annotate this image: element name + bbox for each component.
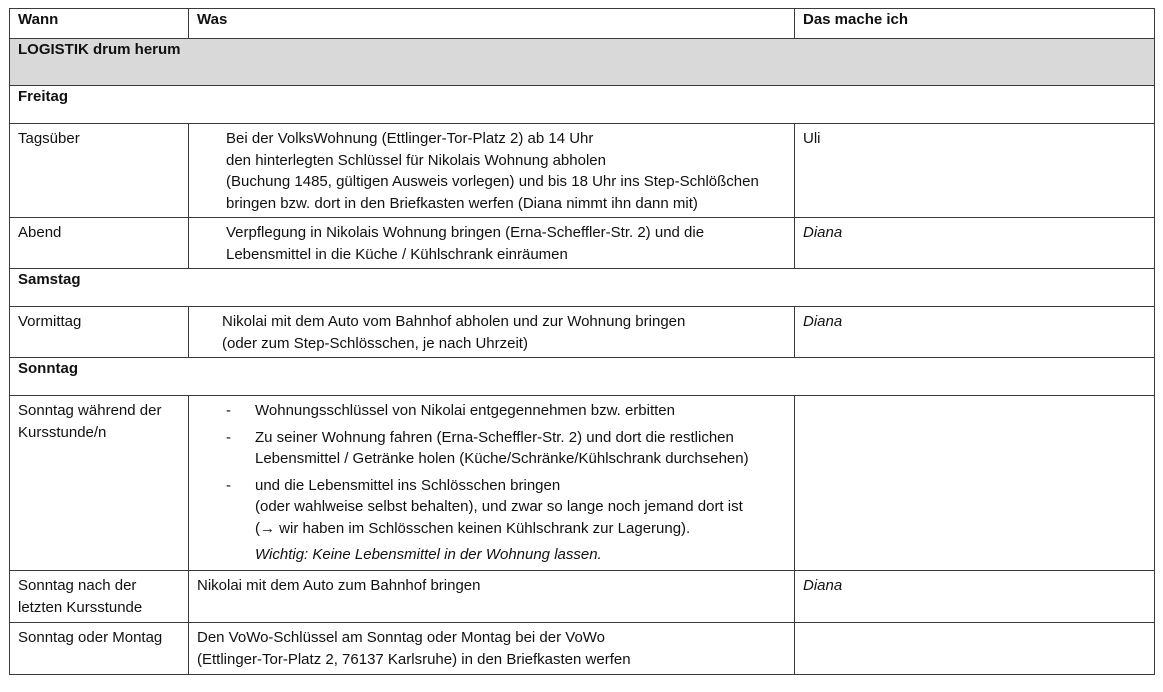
was-line: (oder zum Step-Schlösschen, je nach Uhrzeit) — [222, 334, 528, 352]
table-row — [10, 218, 1155, 269]
was-line: Bei der VolksWohnung (Ettlinger-Tor-Platz 2) ab 14 Uhr — [226, 130, 594, 147]
wer-cell — [795, 124, 1155, 218]
was-cell — [189, 124, 795, 218]
wann-cell — [10, 623, 189, 675]
was-line: (Ettlinger-Tor-Platz 2, 76137 Karlsruhe) in den Briefkasten werfen — [197, 650, 631, 668]
was-cell — [189, 396, 795, 571]
was-text — [189, 571, 794, 597]
was-line: den hinterlegten Schlüssel für Nikolais Wohnung abholen — [226, 151, 606, 169]
was-cell — [189, 623, 795, 675]
wann-cell — [10, 396, 189, 571]
table-row — [10, 124, 1155, 218]
wer-text: Diana — [803, 577, 843, 594]
day-title-freitag: Freitag — [18, 88, 69, 105]
was-text — [189, 307, 794, 354]
day-title-samstag: Samstag — [18, 271, 81, 288]
bullet-text — [255, 427, 786, 470]
header-wann-cell — [10, 9, 189, 39]
day-row-samstag — [10, 269, 1155, 307]
wann-line: Sonntag nach der — [18, 577, 137, 594]
day-cell-freitag — [10, 86, 1155, 124]
dash-marker: - — [226, 402, 231, 419]
was-line: Lebensmittel in die Küche / Kühlschrank einräumen — [226, 245, 568, 263]
wann-line: letzten Kursstunde — [18, 598, 143, 616]
bullet-text — [255, 475, 786, 540]
day-title-sonntag: Sonntag — [18, 360, 78, 377]
was-line: Nikolai mit dem Auto vom Bahnhof abholen und zur Wohnung bringen — [222, 313, 686, 330]
was-line: Verpflegung in Nikolais Wohnung bringen (Erna-Scheffler-Str. 2) und die — [226, 224, 705, 241]
bullet-line: (→ wir haben im Schlösschen keinen Kühlschrank zur Lagerung). — [255, 519, 691, 537]
day-row-freitag — [10, 86, 1155, 124]
dash-marker: - — [226, 476, 231, 494]
bullet-item — [226, 475, 786, 540]
table-row — [10, 623, 1155, 675]
wer-cell — [795, 218, 1155, 269]
header-wer-cell — [795, 9, 1155, 39]
bullet-text — [255, 400, 786, 422]
was-cell — [189, 218, 795, 269]
wann-text: Sonntag oder Montag — [18, 629, 163, 646]
wann-line: Kursstunde/n — [18, 423, 107, 441]
wann-cell — [10, 307, 189, 358]
section-title: LOGISTIK drum herum — [18, 41, 181, 58]
wer-text: Uli — [803, 130, 821, 147]
was-line: (Buchung 1485, gültigen Ausweis vorlegen) und bis 18 Uhr ins Step-Schlößchen — [226, 173, 759, 190]
bullet-list — [189, 396, 794, 566]
wer-cell — [795, 571, 1155, 623]
wann-text: Vormittag — [18, 313, 82, 330]
table-row — [10, 396, 1155, 571]
header-row — [10, 9, 1155, 39]
bullet-line: Zu seiner Wohnung fahren (Erna-Scheffler-Str. 2) und dort die restlichen — [255, 428, 734, 446]
bullet-item — [226, 427, 786, 470]
dash-marker: - — [226, 428, 231, 446]
wer-cell — [795, 623, 1155, 675]
wann-cell — [10, 124, 189, 218]
wann-text — [10, 571, 188, 618]
was-cell — [189, 571, 795, 623]
wer-cell — [795, 307, 1155, 358]
was-line: Den VoWo-Schlüssel am Sonntag oder Montag bei der VoWo — [197, 629, 606, 646]
wann-cell — [10, 571, 189, 623]
header-was-cell — [189, 9, 795, 39]
bullet-line: Lebensmittel / Getränke holen (Küche/Schränke/Kühlschrank durchsehen) — [255, 450, 749, 467]
header-wer: Das mache ich — [803, 11, 909, 28]
bullet-item — [226, 400, 786, 422]
header-wann: Wann — [18, 11, 59, 28]
important-note: Wichtig: Keine Lebensmittel in der Wohnung lassen. — [255, 546, 602, 563]
table-row — [10, 571, 1155, 623]
was-text — [189, 124, 794, 214]
was-cell — [189, 307, 795, 358]
was-line: bringen bzw. dort in den Briefkasten werfen (Diana nimmt ihn dann mit) — [226, 194, 698, 212]
wann-text — [10, 396, 188, 443]
wer-text — [795, 396, 1154, 400]
day-row-sonntag — [10, 358, 1155, 396]
day-cell-sonntag — [10, 358, 1155, 396]
table-row — [10, 307, 1155, 358]
wer-text: Diana — [803, 313, 843, 330]
day-cell-samstag — [10, 269, 1155, 307]
wann-cell — [10, 218, 189, 269]
bullet-line: und die Lebensmittel ins Schlösschen bringen — [255, 476, 561, 494]
bullet-line: (oder wahlweise selbst behalten), und zwar so lange noch jemand dort ist — [255, 498, 743, 515]
section-row — [10, 39, 1155, 86]
wer-text — [795, 623, 1154, 627]
wann-text: Tagsüber — [18, 130, 80, 147]
logistics-table — [9, 8, 1155, 675]
section-cell — [10, 39, 1155, 86]
was-text — [189, 218, 794, 265]
wer-cell — [795, 396, 1155, 571]
wann-line: Sonntag während der — [18, 402, 162, 419]
bullet-line: Wohnungsschlüssel von Nikolai entgegennehmen bzw. erbitten — [255, 402, 675, 419]
header-was: Was — [197, 11, 228, 28]
was-line: Nikolai mit dem Auto zum Bahnhof bringen — [197, 577, 481, 594]
wer-text: Diana — [803, 224, 843, 241]
wann-text: Abend — [18, 224, 62, 241]
was-text — [189, 623, 794, 670]
